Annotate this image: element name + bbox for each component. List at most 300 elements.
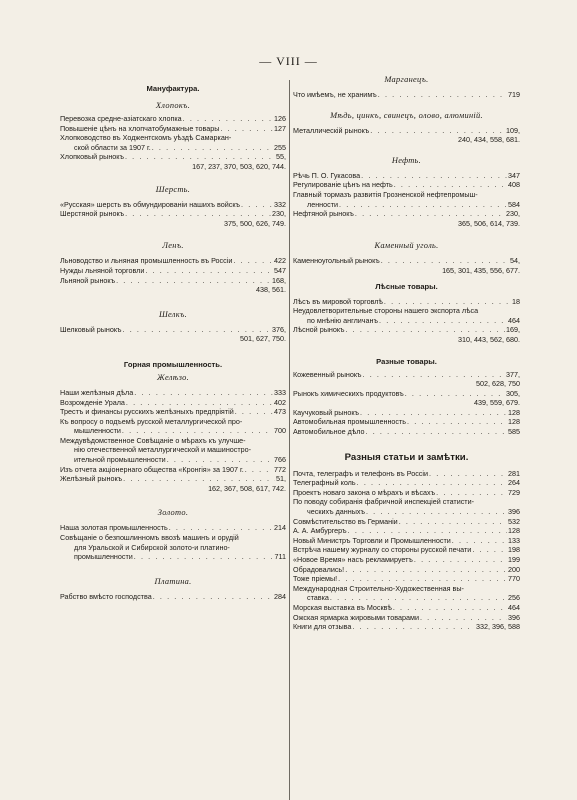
entry-line (293, 584, 520, 594)
subsection-heading: Шелкъ. (158, 309, 188, 319)
page-reference: 305, (506, 388, 520, 398)
entry-title: 439, 559, 679. (474, 398, 520, 408)
entry-title: Встрѣча нашему журналу со стороны русской печати (293, 545, 472, 555)
entry-line (293, 417, 520, 427)
subsection-heading: Марганецъ. (384, 75, 429, 84)
page-reference: 729 (508, 487, 520, 497)
entry-title: Каучуковый рынокъ (293, 407, 360, 417)
entry-title: Шелковый рынокъ (60, 324, 122, 334)
entry-line (60, 407, 286, 417)
entry-title: мышленности (74, 426, 121, 436)
dot-leader (452, 536, 507, 546)
page-reference: 532 (508, 516, 520, 526)
entry-title: Возрожденіе Урала (60, 397, 125, 407)
entry-line (293, 171, 520, 181)
entry-title: «Русская» шерсть въ обмундированіи нашихъ войскъ (60, 199, 241, 209)
entry-title: Главный тормазъ развитія Грозненской нефтепромыш- (293, 189, 478, 199)
index-entry (293, 408, 520, 418)
entry-title: Регулированіе цѣнъ на нефть (293, 180, 393, 190)
dot-leader (357, 478, 507, 488)
subsection-heading: Ленъ. (162, 241, 184, 251)
entry-title: Трестъ и финансы русскихъ желѣзныхъ предпріятій (60, 407, 234, 417)
entry-title: Ожская ярмарка жировыми товарами (293, 612, 419, 622)
entry-title: Междувѣдомственное Совѣщаніе о мѣрахъ къ улучше- (60, 435, 246, 445)
entry-line (293, 306, 520, 316)
index-entry (293, 325, 520, 344)
index-entry (60, 152, 286, 171)
page-reference: 54, (510, 256, 520, 266)
entry-line (60, 398, 286, 408)
page-reference: 585 (508, 427, 520, 437)
page-reference: 377, (506, 369, 520, 379)
page-reference: 473 (274, 407, 286, 417)
entry-line (293, 126, 520, 136)
entry-line (293, 408, 520, 418)
dot-leader (145, 266, 273, 276)
entry-line (293, 219, 520, 229)
entry-title: 501, 627, 750. (240, 334, 286, 344)
index-entry (60, 436, 286, 465)
page-reference: 199 (508, 555, 520, 564)
dot-leader (370, 126, 505, 136)
entry-line (293, 469, 520, 479)
entry-title: Международная Строительно-Художественная вы- (293, 583, 464, 593)
dot-leader (153, 592, 273, 602)
index-entry (60, 124, 286, 134)
entry-line (293, 266, 520, 276)
entry-title: промышленности (74, 552, 133, 562)
entry-line (60, 285, 286, 295)
entry-title: Къ вопросу о подъемѣ русской металлургической про- (60, 416, 243, 426)
entry-line (60, 276, 286, 286)
page-reference: 264 (508, 478, 520, 488)
page-reference: 700 (274, 426, 286, 436)
entry-title: Шерстяной рынокъ (60, 209, 125, 219)
entry-title: Обрадовались! (293, 564, 345, 574)
dot-leader (393, 603, 507, 613)
index-entry (60, 523, 286, 533)
index-entry (293, 526, 520, 536)
entry-title: ской области за 1907 г. (74, 142, 151, 152)
dot-leader (241, 200, 273, 210)
entry-line (60, 523, 286, 533)
entry-title: ставка (307, 593, 329, 603)
entry-line (293, 297, 520, 307)
dot-leader (339, 200, 507, 210)
page-reference: 402 (274, 397, 286, 407)
page-reference: 169, (506, 325, 520, 335)
entry-title: Изъ отчета акціонернаго общества «Кронгія» за 1907 г. (60, 464, 244, 474)
index-entry (60, 398, 286, 408)
page-reference: 198 (508, 545, 520, 555)
dot-leader (345, 325, 505, 335)
index-entry (293, 427, 520, 437)
page-reference: 214 (274, 523, 286, 533)
page-reference: 128 (508, 526, 520, 536)
entry-title: 502, 628, 750 (476, 379, 520, 389)
entry-title: 438, 561. (256, 285, 286, 295)
index-entry (60, 474, 286, 493)
entry-title: Книги для отзыва (293, 622, 352, 632)
dot-leader (220, 124, 273, 134)
dot-leader (348, 526, 507, 536)
entry-title: 167, 237, 370, 503, 620, 744. (192, 161, 286, 171)
entry-title: Что имѣемъ, не хранимъ (293, 90, 377, 99)
page-reference: 230, (272, 209, 286, 219)
dot-leader (394, 180, 507, 190)
entry-line (293, 379, 520, 389)
entry-title: «Новое Время» насъ рекламируетъ (293, 555, 413, 564)
page-reference: 281 (508, 468, 520, 478)
entry-line (293, 603, 520, 613)
entry-title: Хлопководство въ Ходжентскомъ уѣздѣ Самаркан- (60, 133, 232, 143)
dot-leader (384, 297, 511, 307)
subsection-heading: Шерсть. (155, 184, 191, 194)
dot-leader (134, 552, 274, 562)
dot-leader (366, 507, 507, 517)
entry-line (60, 543, 286, 553)
index-entry (293, 256, 520, 275)
index-entry (60, 256, 286, 266)
page-reference: 772 (274, 464, 286, 474)
section-heading: Разные товары. (376, 356, 437, 366)
entry-line (60, 474, 286, 484)
entry-line (60, 209, 286, 219)
page-reference: 55, (276, 152, 286, 162)
dot-leader (420, 613, 507, 623)
index-entry (60, 200, 286, 210)
entry-title: Лѣсъ въ мировой торговлѣ (293, 296, 383, 306)
index-entry (293, 497, 520, 516)
entry-title: для Уральской и Сибирской золото-и платино- (74, 542, 230, 552)
entry-title: Рабство вмѣсто господства (60, 591, 152, 601)
entry-title: Повышеніе цѣнъ на хлопчатобумажные товары (60, 123, 220, 133)
subsection-heading: Хлопокъ. (155, 101, 191, 110)
page-reference: 133 (508, 535, 520, 545)
entry-line (293, 565, 520, 575)
entry-title: Совмѣстительство въ Германіи (293, 516, 398, 526)
entry-title: Желѣзный рынокъ (60, 474, 123, 484)
dot-leader (352, 622, 475, 632)
entry-line (293, 536, 520, 546)
entry-title: Проектъ новаго закона о мѣрахъ и вѣсахъ (293, 487, 436, 497)
index-entry (60, 388, 286, 398)
entry-line (60, 219, 286, 229)
page-reference: 770 (508, 574, 520, 584)
entry-line (293, 497, 520, 507)
entry-title: ительной промышленности (74, 455, 166, 465)
index-entry (60, 325, 286, 344)
page-reference: 332 (274, 199, 286, 209)
page-reference: 408 (508, 180, 520, 190)
index-entry (293, 536, 520, 546)
page-reference: 766 (274, 455, 286, 465)
page-reference: 127 (274, 123, 286, 133)
page-reference: 284 (274, 591, 286, 601)
page-reference: 396 (508, 612, 520, 622)
index-entry (293, 469, 520, 479)
dot-leader (116, 276, 271, 286)
index-entry (293, 297, 520, 307)
entry-line (293, 593, 520, 603)
index-entry (60, 266, 286, 276)
page-reference: 230, (506, 209, 520, 219)
index-entry (293, 613, 520, 623)
entry-title: Нужды льняной торговли (60, 265, 145, 275)
index-entry (293, 90, 520, 100)
entry-title: Автомобильная промышленность (293, 417, 407, 427)
page-reference: 547 (274, 265, 286, 275)
index-entry (60, 276, 286, 295)
index-entry (293, 126, 520, 145)
dot-leader (399, 517, 507, 527)
section-heading: Мануфактура. (146, 84, 200, 93)
column-divider (289, 80, 290, 800)
index-entry (293, 370, 520, 389)
entry-line (293, 209, 520, 219)
index-entry (60, 114, 286, 124)
page-reference: 376, (272, 324, 286, 334)
right-column (293, 74, 520, 632)
page-number: — VIII — (259, 54, 318, 68)
index-entry (60, 209, 286, 228)
page-reference: 109, (506, 125, 520, 135)
entry-line (60, 256, 286, 266)
dot-leader (152, 143, 273, 153)
page-reference: 255 (274, 142, 286, 152)
dot-leader (167, 455, 273, 465)
entry-title: Перевозка средне-азіатскаго хлопка (60, 114, 182, 123)
entry-line (293, 180, 520, 190)
index-entry (293, 574, 520, 584)
entry-line (293, 316, 520, 326)
entry-line (293, 256, 520, 266)
index-entry (293, 584, 520, 603)
dot-leader (123, 325, 271, 335)
index-entry (293, 417, 520, 427)
dot-leader (361, 171, 507, 181)
left-column (60, 74, 286, 601)
dot-leader (381, 256, 509, 266)
dot-leader (436, 488, 507, 498)
entry-title: А. А. Амбургеръ (293, 526, 347, 536)
page-reference: 347 (508, 170, 520, 180)
entry-line (293, 90, 520, 100)
entry-line (293, 370, 520, 380)
dot-leader (125, 152, 275, 162)
entry-title: Тоже пріемы! (293, 574, 338, 584)
index-entry (60, 533, 286, 562)
entry-line (293, 427, 520, 437)
index-entry (60, 592, 286, 602)
dot-leader (183, 114, 273, 124)
index-entry (293, 306, 520, 325)
page-reference: 464 (508, 602, 520, 612)
entry-title: Льноводство и льняная промышленность въ Россіи (60, 256, 233, 266)
entry-line (293, 335, 520, 345)
dot-leader (366, 427, 507, 437)
page-reference: 128 (508, 407, 520, 417)
entry-title: Каменноугольный рынокъ (293, 256, 380, 266)
entry-line (293, 488, 520, 498)
entry-line (60, 334, 286, 344)
entry-line (60, 455, 286, 465)
page-reference: 464 (508, 315, 520, 325)
entry-title: По поводу собиранія фабричной инспекціей статисти- (293, 497, 475, 507)
entry-line (60, 552, 286, 562)
entry-line (60, 388, 286, 398)
page-reference: 333 (274, 387, 286, 397)
subsection-heading: Золото. (157, 508, 189, 518)
entry-line (293, 478, 520, 488)
entry-title: Телеграфный коль (293, 478, 356, 488)
subsection-heading: Нефть. (391, 155, 422, 165)
dot-leader (245, 465, 273, 475)
entry-line (293, 135, 520, 145)
index-entry (293, 603, 520, 613)
dot-leader (405, 389, 505, 399)
entry-line (293, 555, 520, 565)
dot-leader (330, 593, 507, 603)
entry-line (60, 114, 286, 124)
entry-line (60, 592, 286, 602)
page-reference: 711 (274, 552, 286, 562)
section-heading: Горная промышленность. (123, 359, 223, 369)
index-entry (293, 180, 520, 190)
entry-line (60, 484, 286, 494)
entry-line (293, 190, 520, 200)
page-reference: 584 (508, 199, 520, 209)
dot-leader (338, 574, 507, 584)
index-entry (60, 133, 286, 152)
entry-line (293, 389, 520, 399)
page-reference: 128 (508, 417, 520, 427)
dot-leader (235, 407, 273, 417)
entry-title: Наши желѣзныя дѣла (60, 387, 134, 397)
entry-title: Новый Министръ Торговли и Промышленности (293, 535, 451, 545)
index-entry (293, 171, 520, 181)
entry-line (60, 152, 286, 162)
dot-leader (126, 398, 273, 408)
entry-title: Рѣчь П. О. Гукасова (293, 170, 361, 180)
dot-leader (233, 256, 273, 266)
dot-leader (472, 545, 507, 555)
entry-title: Льняной рынокъ (60, 275, 116, 285)
dot-leader (414, 555, 507, 565)
entry-title: Почта, телеграфъ и телефонъ въ Россіи (293, 468, 429, 478)
index-entry (60, 407, 286, 417)
entry-title: по мнѣнію англичанъ (307, 315, 378, 325)
index-entry (60, 417, 286, 436)
entry-title: Металлическій рынокъ (293, 125, 370, 135)
entry-line (60, 465, 286, 475)
entry-title: Лѣсной рынокъ (293, 325, 345, 335)
entry-line (293, 526, 520, 536)
entry-title: Совѣщаніе о безпошлинномъ ввозѣ машинъ и орудій (60, 533, 239, 543)
index-entry (293, 545, 520, 555)
dot-leader (363, 370, 505, 380)
index-entry (293, 555, 520, 565)
entry-line (60, 417, 286, 427)
entry-title: 375, 500, 626, 749. (224, 218, 286, 228)
entry-line (60, 162, 286, 172)
page-reference: 18 (512, 296, 520, 306)
entry-line (293, 507, 520, 517)
page-reference: 422 (274, 256, 286, 266)
entry-line (293, 517, 520, 527)
entry-title: ленности (307, 199, 339, 209)
entry-title: нію отечественной металлургической и машиностро- (74, 445, 252, 455)
index-entry (293, 190, 520, 209)
page-reference: 51, (276, 474, 286, 484)
dot-leader (378, 90, 507, 100)
entry-line (293, 545, 520, 555)
entry-title: ческихъ данныхъ (307, 507, 365, 517)
entry-line (60, 143, 286, 153)
index-entry (60, 465, 286, 475)
entry-title: Рынокъ химическихъ продуктовъ (293, 388, 404, 398)
entry-line (293, 398, 520, 408)
subsection-heading: Платина. (154, 576, 192, 586)
entry-line (60, 445, 286, 455)
entry-title: Наша золотая промышленность (60, 523, 168, 533)
entry-line (293, 200, 520, 210)
dot-leader (429, 469, 507, 479)
entry-line (60, 266, 286, 276)
index-entry (293, 622, 520, 632)
entry-title: 310, 443, 562, 680. (458, 334, 520, 344)
dot-leader (125, 209, 271, 219)
page-reference: 256 (508, 593, 520, 603)
entry-title: Неудовлетворительные стороны нашего экспорта лѣса (293, 306, 479, 316)
page-reference: 126 (274, 114, 286, 123)
dot-leader (123, 474, 275, 484)
entry-line (60, 533, 286, 543)
entry-line (60, 200, 286, 210)
dot-leader (169, 523, 273, 533)
page-reference: 719 (508, 90, 520, 99)
dot-leader (355, 209, 505, 219)
dot-leader (122, 426, 273, 436)
subsection-heading: Каменный уголь. (374, 241, 439, 251)
index-entry (293, 517, 520, 527)
entry-line (293, 613, 520, 623)
entry-title: Морская выставка въ Москвѣ (293, 602, 392, 612)
subsection-heading: Мѣдь, цинкъ, свинецъ, олово, алюминій. (330, 110, 483, 120)
page-reference: 396 (508, 507, 520, 517)
dot-leader (345, 565, 507, 575)
index-entry (293, 488, 520, 498)
entry-line (60, 325, 286, 335)
entry-title: 165, 301, 435, 556, 677. (442, 265, 520, 275)
entry-line (293, 574, 520, 584)
entry-title: 240, 434, 558, 681. (458, 135, 520, 145)
entry-line (293, 325, 520, 335)
entry-line (60, 436, 286, 446)
entry-line (60, 124, 286, 134)
dot-leader (379, 316, 507, 326)
dot-leader (134, 388, 273, 398)
entry-title: Хлопковый рынокъ (60, 152, 124, 162)
entry-title: 162, 367, 508, 617, 742. (208, 483, 286, 493)
subsection-heading: Желѣзо. (157, 372, 189, 382)
page-reference: 168, (272, 275, 286, 285)
index-entry (293, 389, 520, 408)
entry-line (293, 622, 520, 632)
section-heading: Лѣсные товары. (375, 281, 438, 291)
entry-line (60, 133, 286, 143)
entry-line (60, 426, 286, 436)
